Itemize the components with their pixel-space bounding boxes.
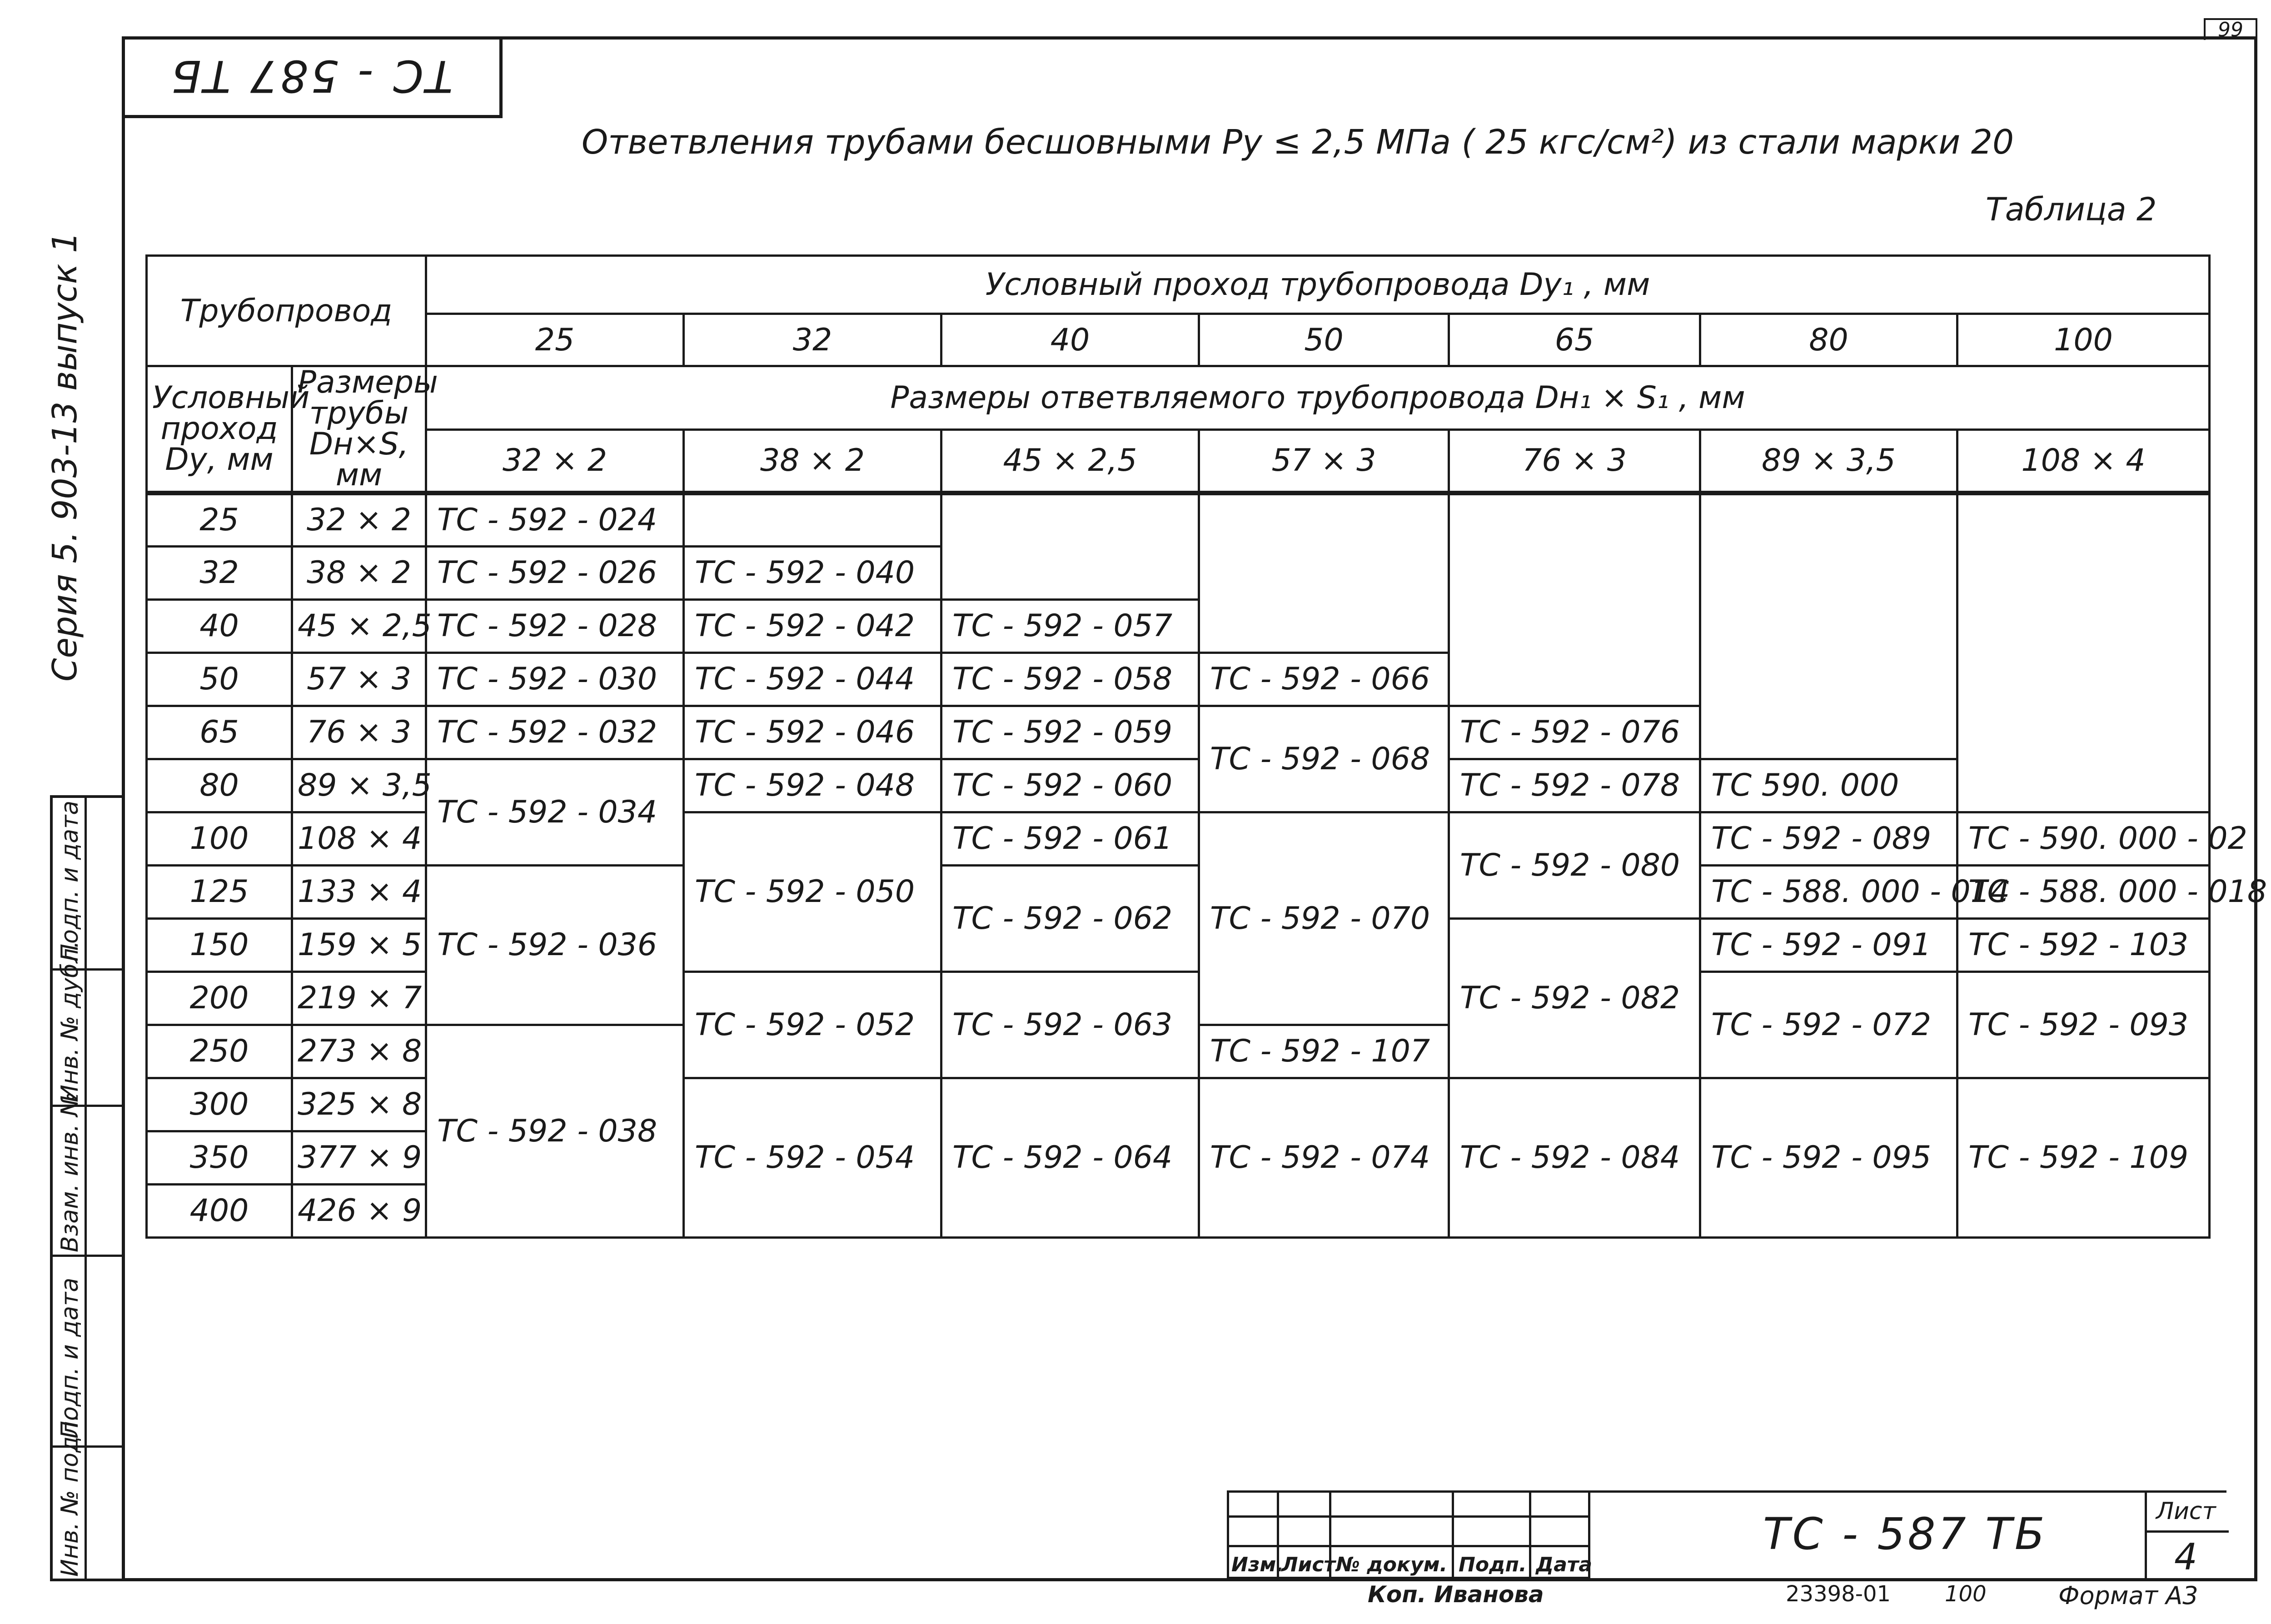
- cell-code: ТС - 588. 000 - 014: [1700, 865, 1957, 918]
- row-dy: 25: [147, 493, 292, 546]
- sidebar-label: Подп. и дата: [56, 800, 84, 961]
- dy1-header: 25: [426, 314, 684, 366]
- dy1-header: 40: [941, 314, 1199, 366]
- cell-code: ТС - 592 - 089: [1700, 812, 1957, 865]
- dy1-header: 50: [1199, 314, 1449, 366]
- doc-size: 100: [1945, 1581, 1987, 1607]
- grid-line: [1227, 1577, 1590, 1579]
- cell-code: ТС - 592 - 052: [684, 971, 941, 1078]
- dy1-header: 100: [1957, 314, 2210, 366]
- tb-label: № докум.: [1336, 1553, 1448, 1576]
- row-size: 32 × 2: [292, 493, 426, 546]
- cell-code: ТС - 592 - 070: [1199, 812, 1449, 1025]
- sheet-value: 4: [2174, 1536, 2197, 1578]
- row-dy: 40: [147, 599, 292, 653]
- row-size: 325 × 8: [292, 1078, 426, 1131]
- dn1-header: 45 × 2,5: [941, 429, 1199, 493]
- grid-line: [1227, 1545, 1590, 1547]
- copy-note: Коп. Иванова: [1368, 1581, 1544, 1608]
- cell-code: ТС - 592 - 080: [1449, 812, 1700, 918]
- cell-code: ТС - 592 - 030: [426, 653, 684, 706]
- row-size: 89 × 3,5: [292, 759, 426, 812]
- cell-code: ТС - 592 - 044: [684, 653, 941, 706]
- cell-code: ТС - 592 - 059: [941, 706, 1199, 759]
- cell-code: ТС - 592 - 042: [684, 599, 941, 653]
- nominal-bore-header: Условный проход трубопровода Dу₁ , мм: [426, 256, 2210, 314]
- rotated-code-stamp: [122, 36, 503, 118]
- row-dy: 400: [147, 1184, 292, 1237]
- branch-sizes-header: Размеры ответвляемого трубопровода Dн₁ × S₁ , мм: [426, 366, 2210, 430]
- pipeline-header: Трубопровод: [147, 256, 426, 366]
- row-size: 273 × 8: [292, 1025, 426, 1078]
- cell-code: ТС - 592 - 064: [941, 1078, 1199, 1237]
- sidebar-cell-replace-inv: [53, 1091, 125, 1257]
- page-title: Ответвления трубами бесшовными Ру ≤ 2,5 МПа ( 25 кгс/см²) из стали марки 20: [582, 123, 2014, 162]
- row-dy: 350: [147, 1131, 292, 1184]
- stamp-code: ТС - 587 ТБ: [168, 50, 453, 101]
- empty-cell: [1957, 493, 2210, 812]
- table-label: Таблица 2: [1986, 191, 2157, 228]
- row-dy: 250: [147, 1025, 292, 1078]
- cell-code: ТС - 592 - 040: [684, 546, 941, 599]
- tb-label: Лист: [1281, 1553, 1335, 1576]
- title-block-grid: [1227, 1490, 1593, 1581]
- empty-cell: [1700, 493, 1957, 759]
- grid-line: [1227, 1490, 1229, 1581]
- cell-code: ТС - 592 - 082: [1449, 918, 1700, 1078]
- pipe-size-subheader: Размеры трубы Dн×S, мм: [292, 366, 426, 493]
- sheet-box: [2145, 1490, 2226, 1581]
- tb-label: Дата: [1536, 1553, 1593, 1576]
- cell-code: ТС - 592 - 091: [1700, 918, 1957, 971]
- sidebar-label: Инв. № подл.: [56, 1414, 84, 1577]
- empty-cell: [684, 493, 941, 546]
- cell-code: ТС - 592 - 107: [1199, 1025, 1449, 1078]
- row-dy: 150: [147, 918, 292, 971]
- grid-line: [2147, 1530, 2229, 1533]
- dn1-header: 89 × 3,5: [1700, 429, 1957, 493]
- cell-code: ТС - 592 - 074: [1199, 1078, 1449, 1237]
- cell-code: ТС - 592 - 024: [426, 493, 684, 546]
- dn1-header: 76 × 3: [1449, 429, 1700, 493]
- nominal-bore-subheader: Условный проход Dу, мм: [147, 366, 292, 493]
- grid-line: [1529, 1490, 1531, 1581]
- cell-code: ТС - 592 - 068: [1199, 706, 1449, 812]
- cell-code: ТС - 592 - 046: [684, 706, 941, 759]
- row-dy: 200: [147, 971, 292, 1025]
- row-dy: 50: [147, 653, 292, 706]
- cell-code: ТС - 592 - 076: [1449, 706, 1700, 759]
- cell-code: ТС - 592 - 078: [1449, 759, 1700, 812]
- series-label: Серия 5. 903-13 выпуск 1: [45, 231, 85, 682]
- left-stamp-sidebar: [50, 795, 122, 1581]
- sidebar-cell-dup-inv: [53, 941, 125, 1107]
- row-dy: 300: [147, 1078, 292, 1131]
- grid-line: [1452, 1490, 1454, 1581]
- cell-code: ТС - 592 - 036: [426, 865, 684, 1025]
- row-size: 426 × 9: [292, 1184, 426, 1237]
- dn1-header: 32 × 2: [426, 429, 684, 493]
- dn1-header: 108 × 4: [1957, 429, 2210, 493]
- cell-code: ТС - 592 - 103: [1957, 918, 2210, 971]
- row-size: 159 × 5: [292, 918, 426, 971]
- sidebar-label: Инв. № дубл.: [56, 941, 84, 1102]
- row-size: 38 × 2: [292, 546, 426, 599]
- dn1-header: 57 × 3: [1199, 429, 1449, 493]
- sidebar-label: Взам. инв. №: [56, 1091, 84, 1252]
- row-dy: 32: [147, 546, 292, 599]
- cell-code: ТС - 592 - 062: [941, 865, 1199, 971]
- cell-code: ТС - 592 - 084: [1449, 1078, 1700, 1237]
- cell-code: ТС - 592 - 093: [1957, 971, 2210, 1078]
- branch-pipe-table: [145, 254, 2267, 1239]
- row-size: 377 × 9: [292, 1131, 426, 1184]
- cell-code: ТС - 592 - 050: [684, 812, 941, 971]
- sheet-label: Лист: [2156, 1498, 2216, 1525]
- row-size: 76 × 3: [292, 706, 426, 759]
- grid-line: [1227, 1490, 1590, 1493]
- row-size: 45 × 2,5: [292, 599, 426, 653]
- cell-code: ТС - 592 - 072: [1700, 971, 1957, 1078]
- row-size: 108 × 4: [292, 812, 426, 865]
- cell-code: ТС - 592 - 038: [426, 1025, 684, 1237]
- cell-code: ТС - 592 - 034: [426, 759, 684, 865]
- format-label: Формат А3: [2058, 1581, 2198, 1610]
- document-code: ТС - 587 ТБ: [1763, 1509, 2047, 1559]
- sidebar-label: Подп. и дата: [56, 1277, 84, 1439]
- cell-code: ТС - 592 - 058: [941, 653, 1199, 706]
- cell-code: ТС - 592 - 066: [1199, 653, 1449, 706]
- cell-code: ТС 590. 000: [1700, 759, 1957, 812]
- row-size: 133 × 4: [292, 865, 426, 918]
- top-sheet-number: 99: [2204, 18, 2257, 40]
- cell-code: ТС - 592 - 109: [1957, 1078, 2210, 1237]
- cell-code: ТС - 592 - 054: [684, 1078, 941, 1237]
- cell-code: ТС - 592 - 032: [426, 706, 684, 759]
- dy1-header: 80: [1700, 314, 1957, 366]
- row-size: 219 × 7: [292, 971, 426, 1025]
- cell-code: ТС - 592 - 028: [426, 599, 684, 653]
- row-dy: 100: [147, 812, 292, 865]
- cell-code: ТС - 592 - 026: [426, 546, 684, 599]
- dn1-header: 38 × 2: [684, 429, 941, 493]
- dy1-header: 65: [1449, 314, 1700, 366]
- row-dy: 80: [147, 759, 292, 812]
- cell-code: ТС - 590. 000 - 02: [1957, 812, 2210, 865]
- doc-number: 23398-01: [1786, 1581, 1891, 1607]
- cell-code: ТС - 592 - 057: [941, 599, 1199, 653]
- cell-code: ТС - 592 - 048: [684, 759, 941, 812]
- title-block: [1227, 1490, 2226, 1581]
- grid-line: [1227, 1515, 1590, 1518]
- empty-cell: [1199, 493, 1449, 653]
- cell-code: ТС - 592 - 060: [941, 759, 1199, 812]
- row-dy: 125: [147, 865, 292, 918]
- grid-line: [1590, 1490, 2226, 1493]
- empty-cell: [941, 493, 1199, 599]
- dy1-header: 32: [684, 314, 941, 366]
- sidebar-cell-orig-inv: [53, 1414, 125, 1581]
- row-dy: 65: [147, 706, 292, 759]
- tb-label: Подп.: [1459, 1553, 1527, 1576]
- empty-cell: [1449, 493, 1700, 706]
- cell-code: ТС - 592 - 061: [941, 812, 1199, 865]
- cell-code: ТС - 592 - 095: [1700, 1078, 1957, 1237]
- row-size: 57 × 3: [292, 653, 426, 706]
- tb-label: Изм.: [1231, 1553, 1284, 1576]
- cell-code: ТС - 592 - 063: [941, 971, 1199, 1078]
- cell-code: ТС - 588. 000 - 018: [1957, 865, 2210, 918]
